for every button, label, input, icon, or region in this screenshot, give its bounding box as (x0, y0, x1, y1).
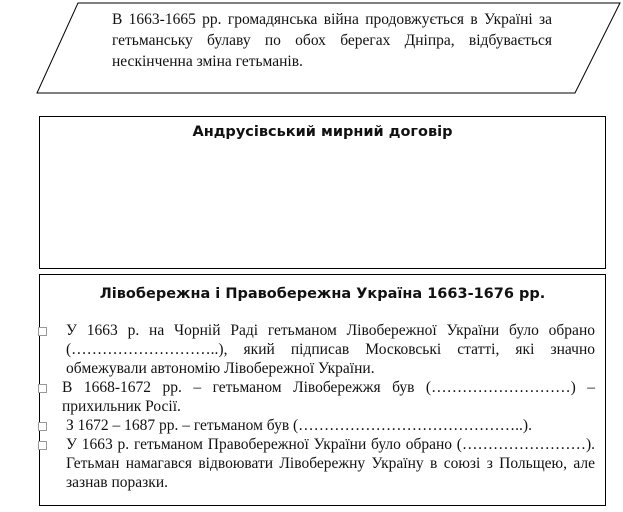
andrusiv-treaty-title: Андрусівський мирний договір (192, 124, 453, 140)
checkbox-bullet-icon (38, 384, 47, 393)
checkbox-bullet-icon (38, 327, 47, 336)
list-item-text: З 1672 – 1687 рр. – гетьманом був (……………………………………..). (66, 417, 532, 434)
intro-text: В 1663-1665 рр. громадянська війна продовжується в Україні за гетьманську булаву по обох берегах Дніпра, відбувається нескінченна зміна гетьманів. (112, 11, 552, 70)
list-item (40, 321, 605, 378)
andrusiv-treaty-box (39, 116, 606, 269)
left-right-bank-box (39, 274, 606, 506)
checkbox-bullet-icon (38, 441, 47, 450)
list-item-text: У 1663 р. на Чорній Раді гетьманом Лівобережної України було обрано (………………………..), який підписав Московські статті, які значно обмежували автономію Лівобережної України. (66, 322, 595, 377)
list-item-text: У 1663 р. гетьманом Правобережної України було обрано (……………………). Гетьман намагався відвоювати Лівобережну Україну в союзі з Польщею, але зазнав поразки. (66, 436, 595, 491)
list-item (40, 416, 605, 435)
list-item (40, 435, 605, 492)
list-item-text: В 1668-1672 рр. – гетьманом Лівобережжя був (………………………) – прихильник Росії. (62, 379, 595, 415)
checkbox-bullet-icon (38, 422, 47, 431)
left-right-bank-title: Лівобережна і Правобережна Україна 1663-1676 рр. (99, 286, 546, 302)
list-item (40, 378, 605, 416)
bullet-list (40, 321, 605, 492)
